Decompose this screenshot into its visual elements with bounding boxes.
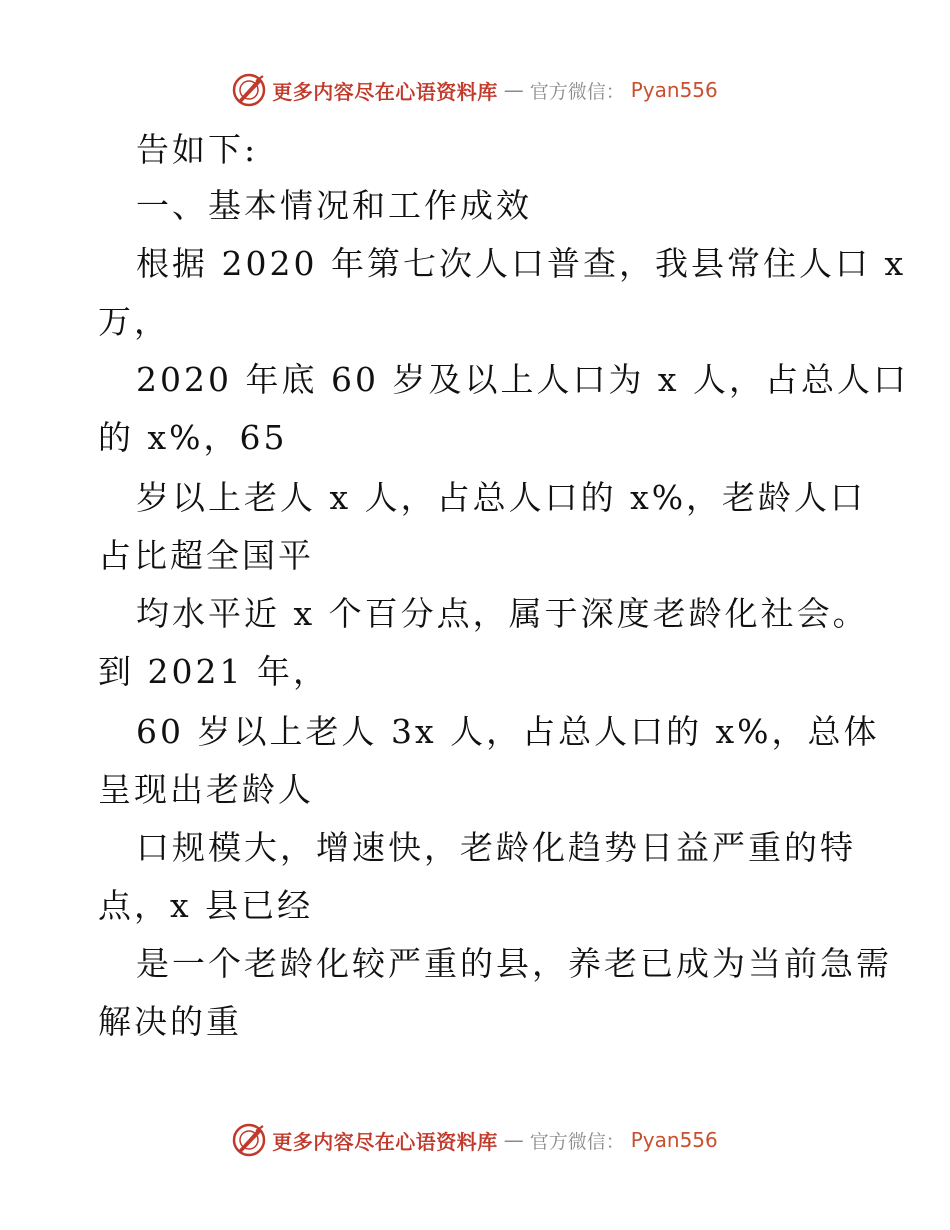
watermark-dash: —: [503, 78, 524, 102]
doc-line: 的 x%，65: [98, 418, 288, 457]
doc-line: 根据 2020 年第七次人口普查，我县常住人口 x: [136, 244, 907, 283]
doc-line: 到 2021 年，: [98, 652, 329, 691]
watermark-wechat-id: Pyan556: [630, 1128, 718, 1152]
doc-line: 是一个老龄化较严重的县，养老已成为当前急需: [136, 944, 892, 983]
watermark-wechat-label: 官方微信：: [529, 1130, 625, 1153]
doc-line: 60 岁以上老人 3x 人，占总人口的 x%，总体: [136, 712, 880, 751]
quill-pen-logo-icon: [232, 73, 266, 107]
quill-pen-logo-icon: [232, 1123, 266, 1157]
watermark-wechat-label: 官方微信：: [529, 80, 625, 103]
watermark-site-text: 更多内容尽在心语资料库: [272, 1129, 498, 1154]
watermark-site-text: 更多内容尽在心语资料库: [272, 79, 498, 104]
doc-line: 告如下:: [136, 130, 259, 169]
doc-line: 口规模大，增速快，老龄化趋势日益严重的特: [136, 828, 856, 867]
doc-line: 岁以上老人 x 人，占总人口的 x%，老龄人口: [136, 478, 867, 517]
doc-line: 均水平近 x 个百分点，属于深度老龄化社会。: [136, 594, 869, 633]
doc-line: 占比超全国平: [98, 536, 314, 575]
doc-line: 点，x 县已经: [98, 886, 314, 925]
doc-line: 解决的重: [98, 1002, 242, 1041]
doc-line: 万，: [98, 302, 170, 341]
section-heading: 一、基本情况和工作成效: [136, 186, 532, 225]
header-watermark-banner: [0, 70, 950, 110]
doc-line: 呈现出老龄人: [98, 770, 314, 809]
doc-line: 2020 年底 60 岁及以上人口为 x 人，占总人口: [136, 360, 910, 399]
footer-watermark-banner: [0, 1120, 950, 1160]
watermark-dash: —: [503, 1128, 524, 1152]
watermark-wechat-id: Pyan556: [630, 78, 718, 102]
